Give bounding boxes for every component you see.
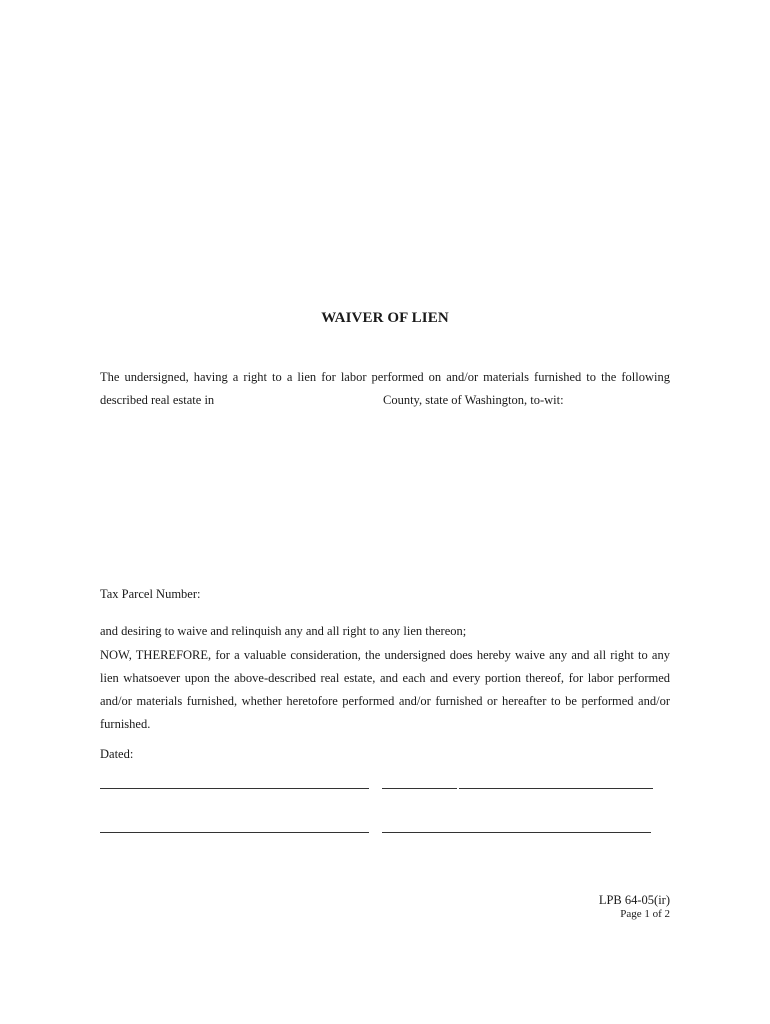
signature-line-middle-1 xyxy=(382,788,457,789)
signature-line-right-1 xyxy=(459,788,653,789)
desire-line: and desiring to waive and relinquish any and all right to any lien thereon; xyxy=(100,624,467,638)
intro-line-2-start: described real estate in xyxy=(100,393,215,407)
tax-parcel-label: Tax Parcel Number: xyxy=(100,587,201,601)
document-title: WAIVER OF LIEN xyxy=(321,310,449,326)
dated-label: Dated: xyxy=(100,747,134,761)
intro-line-1: The undersigned, having a right to a lien for labor performed on and/or materials furnished to the following xyxy=(100,370,670,384)
therefore-line-2: lien whatsoever upon the above-described real estate, and each and every portion thereof, for labor performed xyxy=(100,671,670,685)
signature-line-right-2 xyxy=(382,832,651,833)
therefore-line-3: and/or materials furnished, whether heretofore performed and/or furnished or hereafter to be performed and/or xyxy=(100,694,670,708)
signature-line-left-2 xyxy=(100,832,369,833)
intro-line-2-end: County, state of Washington, to-wit: xyxy=(383,393,564,407)
therefore-line-4: furnished. xyxy=(100,717,151,731)
footer-form-code: LPB 64-05(ir) xyxy=(598,893,670,907)
footer-page-number: Page 1 of 2 xyxy=(620,908,670,920)
therefore-line-1: NOW, THEREFORE, for a valuable consideration, the undersigned does hereby waive any and all right to any xyxy=(100,648,670,662)
signature-line-left-1 xyxy=(100,788,369,789)
